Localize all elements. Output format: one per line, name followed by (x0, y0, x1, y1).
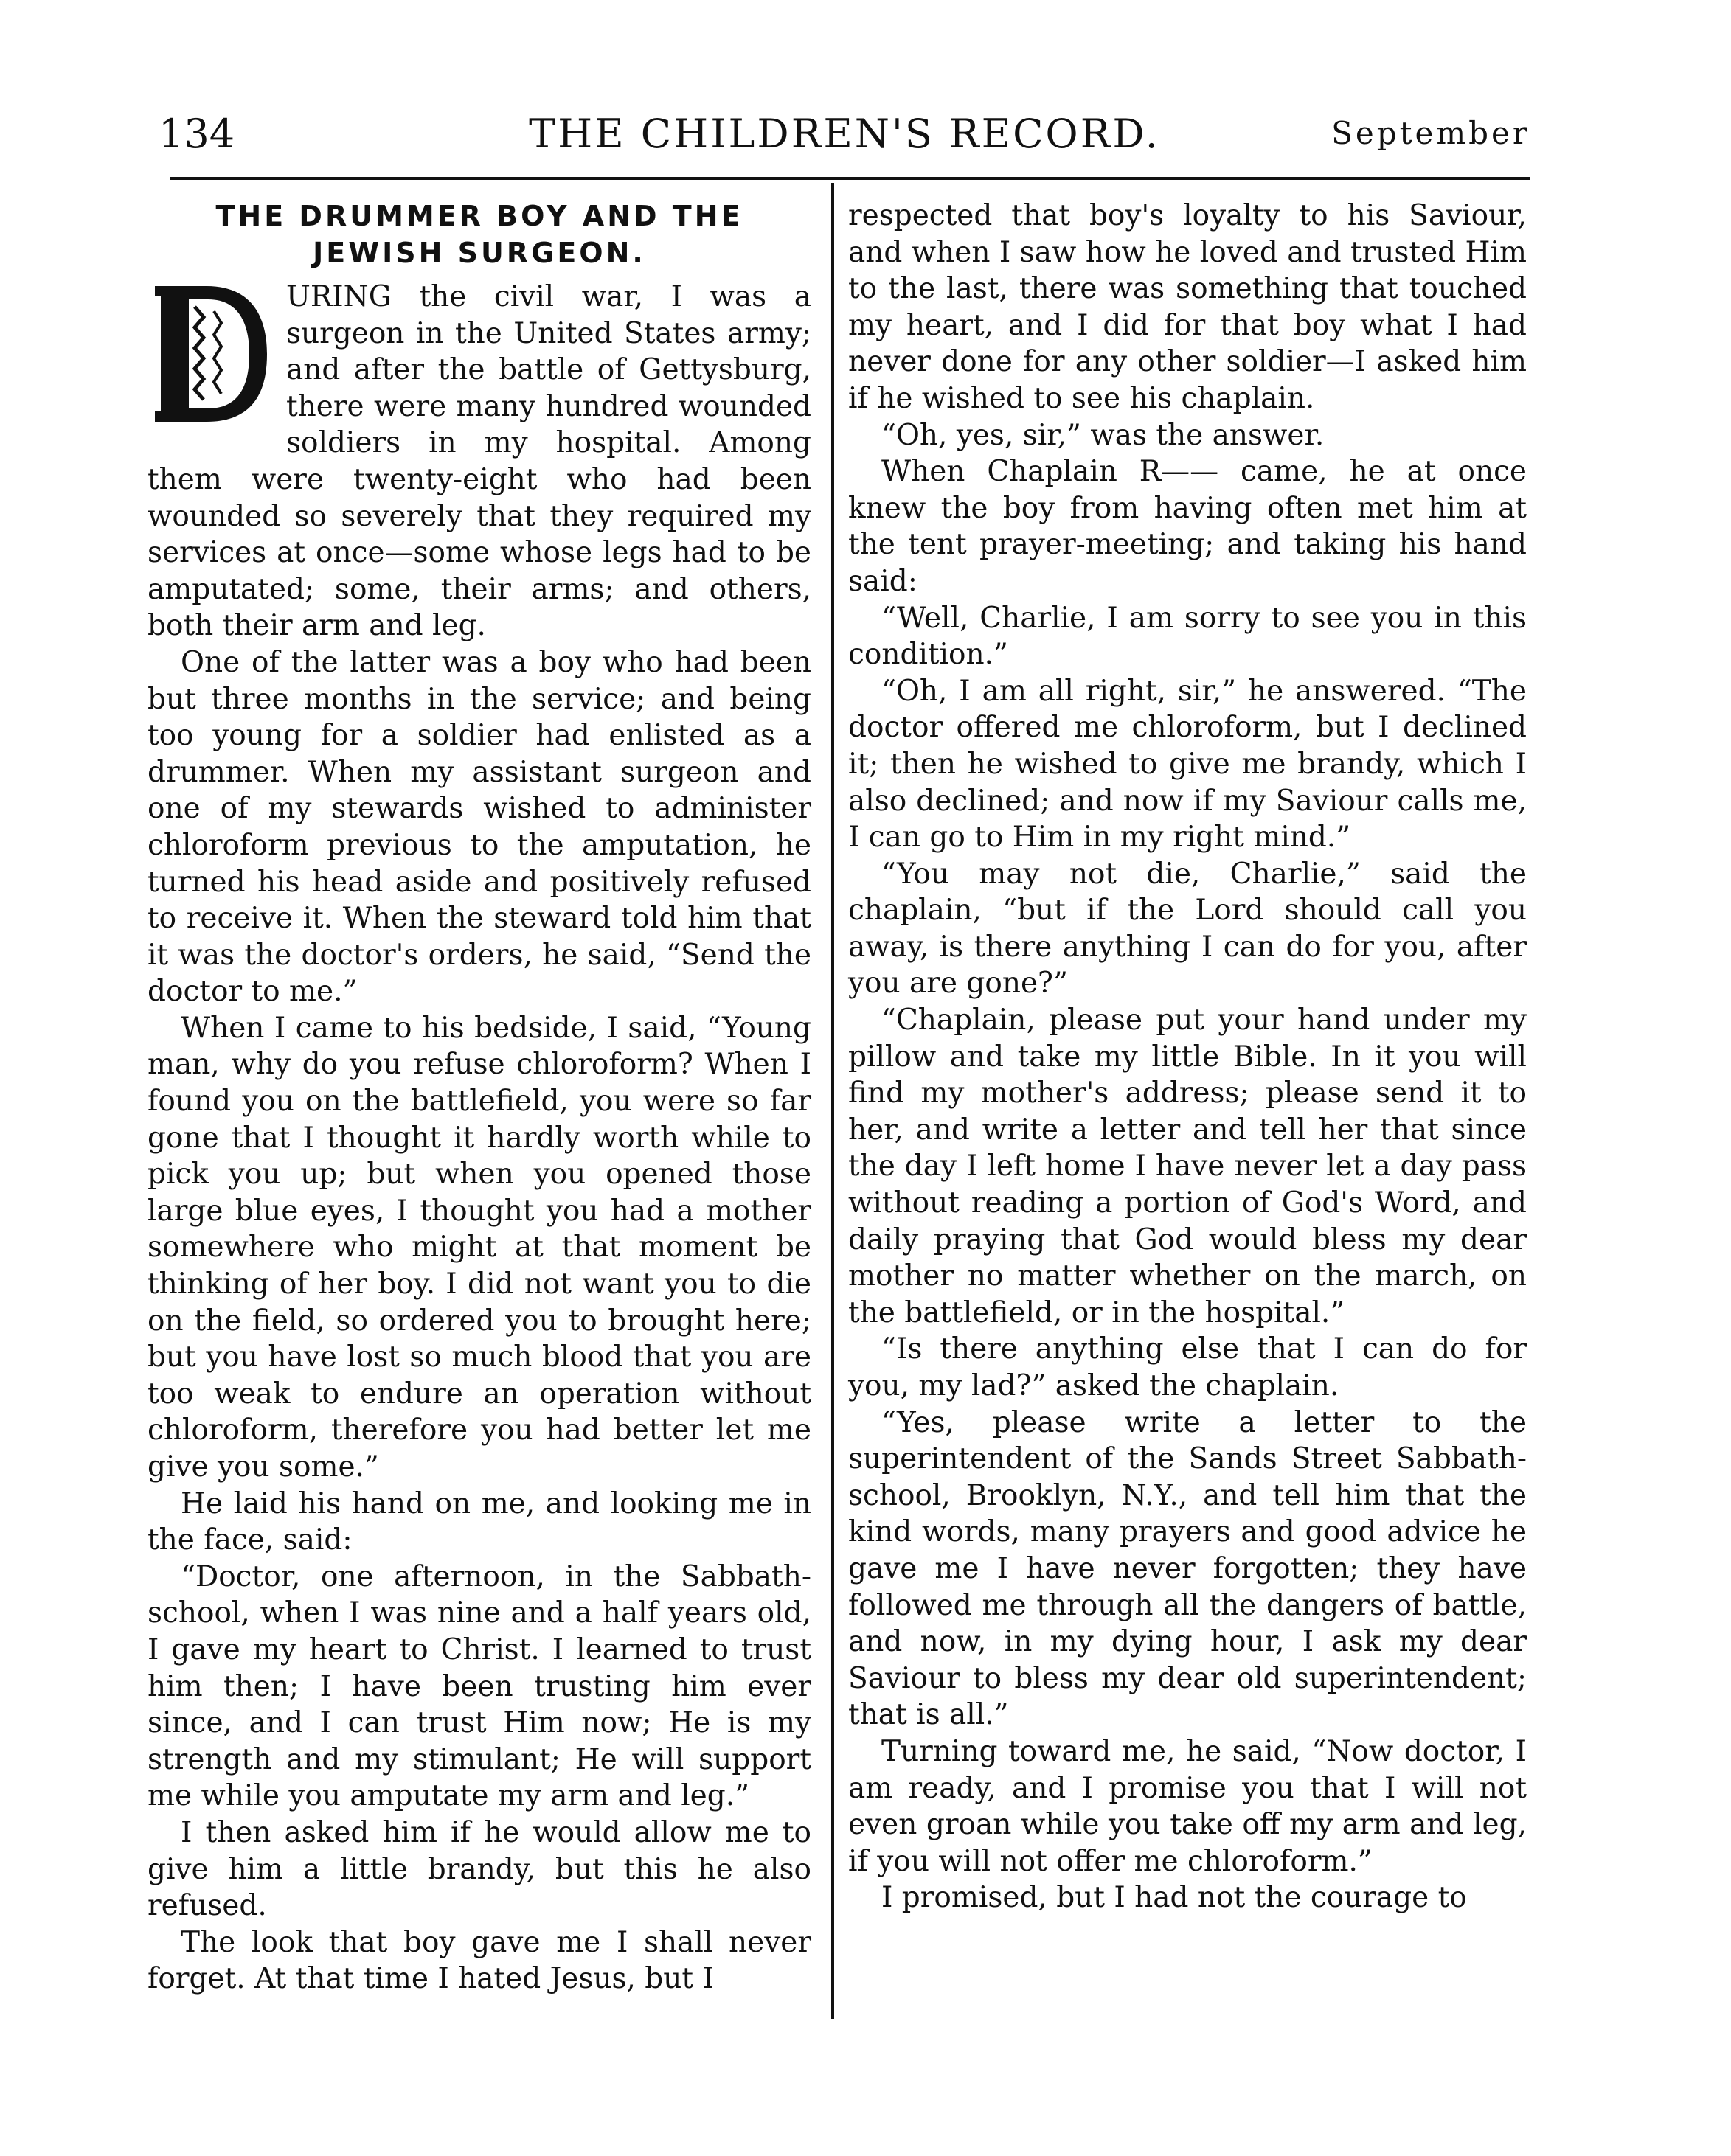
drop-cap-letter: D (210, 357, 211, 358)
paragraph: respected that boy's loyalty to his Saviour, and when I saw how he loved and trusted Him to the last, there was something that touched my heart, and I did for that boy what I had never done for any other soldier—I asked him if he wished to see his chaplain. (848, 199, 1527, 415)
paragraph: The look that boy gave me I shall never forget. At that time I hated Jesus, but I (148, 1925, 811, 1996)
month-label: September (1331, 115, 1530, 151)
paragraph: URING the civil war, I was a surgeon in the United States army; and after the battle of Gettysburg, there were many hundred wounded soldiers in my hospital. Among them were twenty-eight who had been wounded so severely that they required my services at once—some whose legs had to be amputated; some, their arms; and others, both their arm and leg. (148, 280, 811, 643)
paragraph: “Doctor, one afternoon, in the Sabbath-school, when I was nine and a half years old, I gave my heart to Christ. I learned to trust him then; I have been trusting him ever since, and I can trust Him now; He is my strength and my stimulant; He will support me while you amputate my arm and leg.” (148, 1559, 811, 1813)
paragraph: “Is there anything else that I can do for you, my lad?” asked the chaplain. (848, 1332, 1527, 1402)
paragraph: “You may not die, Charlie,” said the chaplain, “but if the Lord should call you away, is there anything I can do for you, after you are gone?” (848, 857, 1527, 1001)
paragraph: “Well, Charlie, I am sorry to see you in this condition.” (848, 601, 1527, 672)
paragraph: “Oh, yes, sir,” was the answer. (881, 418, 1325, 452)
header-rule (170, 177, 1530, 180)
column-divider (831, 183, 834, 2019)
paragraph: One of the latter was a boy who had been but three months in the service; and being too young for a soldier had enlisted as a drummer. When my assistant surgeon and one of my stewards wished to administer chloroform previous to the amputation, he turned his head aside and positively refused to receive it. When the steward told him that it was the doctor's orders, he said, “Send the doctor to me.” (148, 645, 811, 1009)
left-column (148, 198, 811, 1997)
paragraph: He laid his hand on me, and looking me in the face, said: (148, 1486, 811, 1557)
article-title-line-2: JEWISH SURGEON. (313, 237, 646, 269)
paragraph: When I came to his bedside, I said, “Young man, why do you refuse chloroform? When I found you on the battlefield, you were so far gone that I thought it hardly worth while to pick you up; but when you opened those large blue eyes, I thought you had a mother somewhere who might at that moment be thinking of her boy. I did not want you to die on the field, so ordered you to brought here; but you have lost so much blood that you are too weak to endure an operation without chloroform, therefore you had better let me give you some.” (148, 1011, 811, 1484)
right-column (848, 198, 1527, 1916)
paragraph: I promised, but I had not the courage to (881, 1881, 1467, 1915)
paragraph: “Yes, please write a letter to the superintendent of the Sands Street Sabbath-school, Brooklyn, N.Y., and tell him that the kind words, many prayers and good advice he gave me I have never forgotten; they have followed me through all the dangers of battle, and now, in my dying hour, I ask my dear Saviour to bless my dear old superintendent; that is all.” (848, 1405, 1527, 1732)
left-column-text (148, 279, 811, 1997)
paragraph: When Chaplain R—— came, he at once knew the boy from having often met him at the tent prayer-meeting; and taking his hand said: (848, 455, 1527, 598)
page-header (159, 111, 1530, 162)
page-number: 134 (159, 111, 235, 157)
running-title: THE CHILDREN'S RECORD. (529, 111, 1160, 157)
paragraph: “Oh, I am all right, sir,” he answered. “The doctor offered me chloroform, but I declined it; then he wished to give me brandy, which I also declined; and now if my Saviour calls me, I can go to Him in my right mind.” (848, 674, 1527, 855)
drop-cap-ornament (148, 282, 273, 426)
article-title (148, 198, 811, 271)
article-title-line-1: THE DRUMMER BOY AND THE (215, 200, 743, 232)
paragraph: “Chaplain, please put your hand under my pillow and take my little Bible. In it you will find my mother's address; please send it to her, and write a letter and tell her that since the day I left home I have never let a day pass without reading a portion of God's Word, and daily praying that God would bless my dear mother no matter whether on the march, on the battlefield, or in the hospital.” (848, 1004, 1527, 1329)
right-column-text (848, 198, 1527, 1916)
paragraph: Turning toward me, he said, “Now doctor, I am ready, and I promise you that I will not even groan while you take off my arm and leg, if you will not offer me chloroform.” (848, 1734, 1527, 1878)
paragraph: I then asked him if he would allow me to give him a little brandy, but this he also refused. (148, 1815, 811, 1923)
